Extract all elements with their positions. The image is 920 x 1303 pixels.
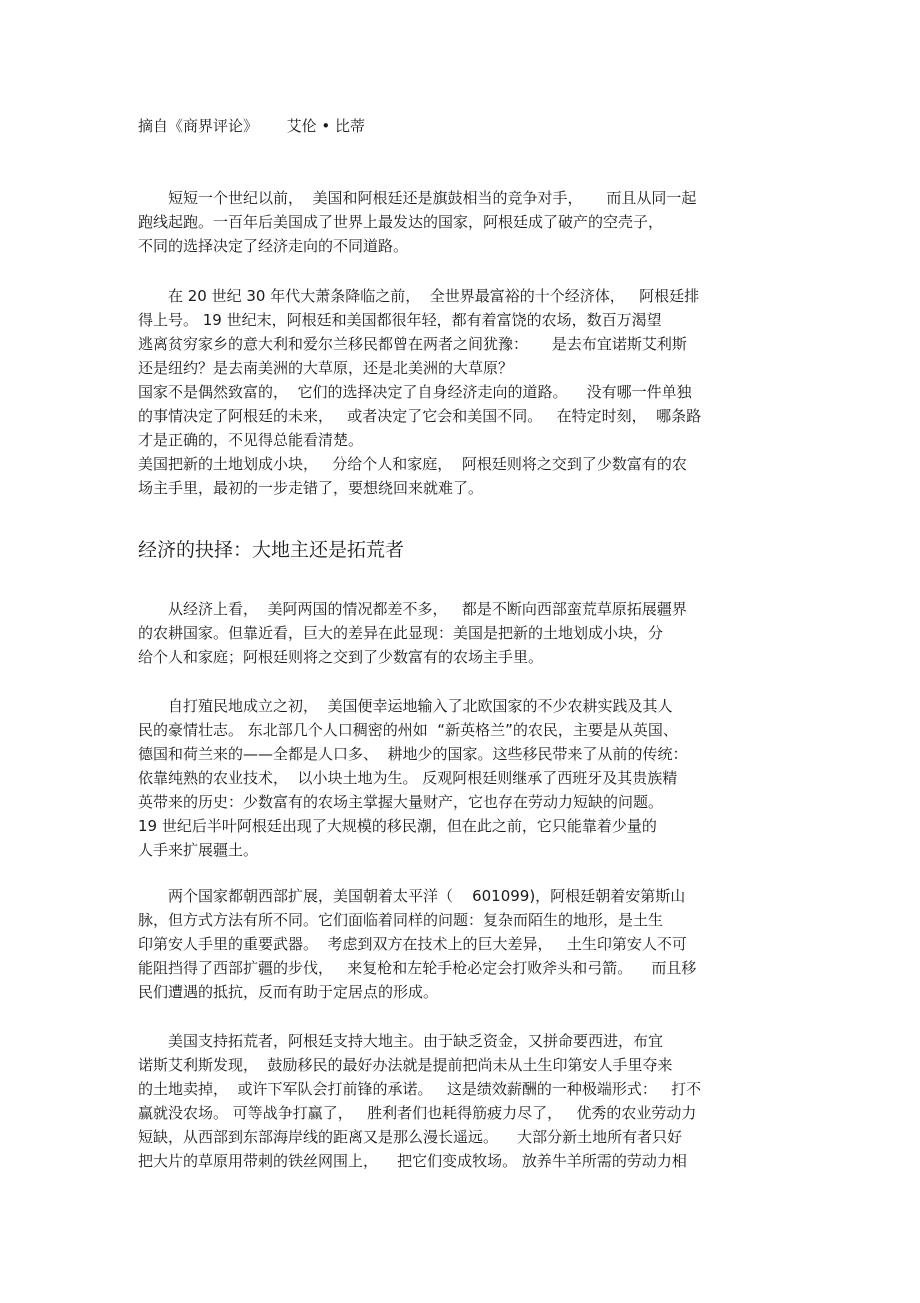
paragraph-line: 还是纽约？是去南美洲的大草原，还是北美洲的大草原？ [138, 359, 514, 377]
paragraph-line: 人手来扩展疆土。 [138, 841, 259, 859]
paragraph-line: 赢就没农场。 可等战争打赢了， 胜利者们也耗得筋疲力尽了， 优秀的农业劳动力 [138, 1104, 697, 1122]
paragraph-line: 把大片的草原用带刺的铁丝网围上， 把它们变成牧场。 放养牛羊所需的劳动力相 [138, 1152, 687, 1170]
paragraph-line: 民的豪情壮志。 东北部几个人口稠密的州如 “新英格兰”的农民，主要是从英国、 [138, 721, 678, 739]
byline [138, 114, 365, 138]
paragraph-line: 英带来的历史：少数富有的农场主掌握大量财产，它也存在劳动力短缺的问题。 [138, 793, 664, 811]
paragraph-line: 跑线起跑。一百年后美国成了世界上最发达的国家，阿根廷成了破产的空壳子， [138, 213, 664, 231]
paragraph-line: 逃离贫穷家乡的意大利和爱尔兰移民都曾在两者之间犹豫： 是去布宜诺斯艾利斯 [138, 335, 687, 353]
byline-source: 摘自《商界评论》 [138, 117, 259, 135]
paragraph-line: 的土地卖掉， 或许下军队会打前锋的承诺。 这是绩效薪酬的一种极端形式： 打不 [138, 1080, 702, 1098]
paragraph-line: 自打殖民地成立之初， 美国便幸运地输入了北欧国家的不少农耕实践及其人 [138, 697, 673, 715]
paragraph-line: 从经济上看， 美阿两国的情况都差不多， 都是不断向西部蛮荒草原拓展疆界 [138, 600, 687, 618]
paragraph-line: 在 20 世纪 30 年代大萧条降临之前， 全世界最富裕的十个经济体， 阿根廷排 [138, 287, 700, 305]
paragraph-line: 依靠纯熟的农业技术， 以小块土地为生。 反观阿根廷则继承了西班牙及其贵族精 [138, 769, 678, 787]
paragraph-2 [138, 284, 788, 500]
paragraph-line: 得上号。 19 世纪末，阿根廷和美国都很年轻，都有着富饶的农场，数百万渴望 [138, 311, 662, 329]
paragraph-line: 的事情决定了阿根廷的未来， 或者决定了它会和美国不同。 在特定时刻， 哪条路 [138, 407, 702, 425]
paragraph-3 [138, 597, 788, 669]
paragraph-line: 给个人和家庭；阿根廷则将之交到了少数富有的农场主手里。 [138, 648, 544, 666]
paragraph-line: 才是正确的，不见得总能看清楚。 [138, 431, 364, 449]
byline-author: 艾伦 • 比蒂 [286, 117, 366, 135]
paragraph-line: 短短一个世纪以前， 美国和阿根廷还是旗鼓相当的竞争对手， 而且从同一起 [138, 189, 697, 207]
paragraph-line: 德国和荷兰来的——全都是人口多、 耕地少的国家。这些移民带来了从前的传统： [138, 745, 688, 763]
paragraph-line: 脉，但方式方法有所不同。它们面临着同样的问题：复杂而陌生的地形，是土生 [138, 911, 664, 929]
paragraph-line: 场主手里，最初的一步走错了，要想绕回来就难了。 [138, 479, 484, 497]
paragraph-line: 的农耕国家。但靠近看，巨大的差异在此显现：美国是把新的土地划成小块，分 [138, 624, 664, 642]
paragraph-line: 不同的选择决定了经济走向的不同道路。 [138, 237, 409, 255]
paragraph-line: 印第安人手里的重要武器。 考虑到双方在技术上的巨大差异， 土生印第安人不可 [138, 935, 687, 953]
paragraph-line: 短缺，从西部到东部海岸线的距离又是那么漫长遥远。 大部分新土地所有者只好 [138, 1128, 683, 1146]
section-heading: 经济的抉择：大地主还是拓荒者 [138, 539, 405, 561]
paragraph-line: 19 世纪后半叶阿根廷出现了大规模的移民潮，但在此之前，它只能靠着少量的 [138, 817, 657, 835]
paragraph-line: 国家不是偶然致富的， 它们的选择决定了自身经济走向的道路。 没有哪一件单独 [138, 383, 692, 401]
paragraph-5 [138, 884, 788, 1004]
paragraph-line: 美国把新的土地划成小块， 分给个人和家庭， 阿根廷则将之交到了少数富有的农 [138, 455, 687, 473]
paragraph-6 [138, 1029, 788, 1173]
paragraph-line: 诺斯艾利斯发现， 鼓励移民的最好办法就是提前把尚未从土生印第安人手里夺来 [138, 1056, 673, 1074]
paragraph-1 [138, 186, 788, 258]
paragraph-line: 两个国家都朝西部扩展，美国朝着太平洋（ 601099)，阿根廷朝着安第斯山 [138, 887, 686, 905]
paragraph-line: 民们遭遇的抵抗，反而有助于定居点的形成。 [138, 983, 439, 1001]
paragraph-line: 美国支持拓荒者，阿根廷支持大地主。由于缺乏资金，又拼命要西进，布宜 [138, 1032, 664, 1050]
paragraph-line: 能阻挡得了西部扩疆的步伐， 来复枪和左轮手枪必定会打败斧头和弓箭。 而且移 [138, 959, 697, 977]
paragraph-4 [138, 694, 788, 862]
